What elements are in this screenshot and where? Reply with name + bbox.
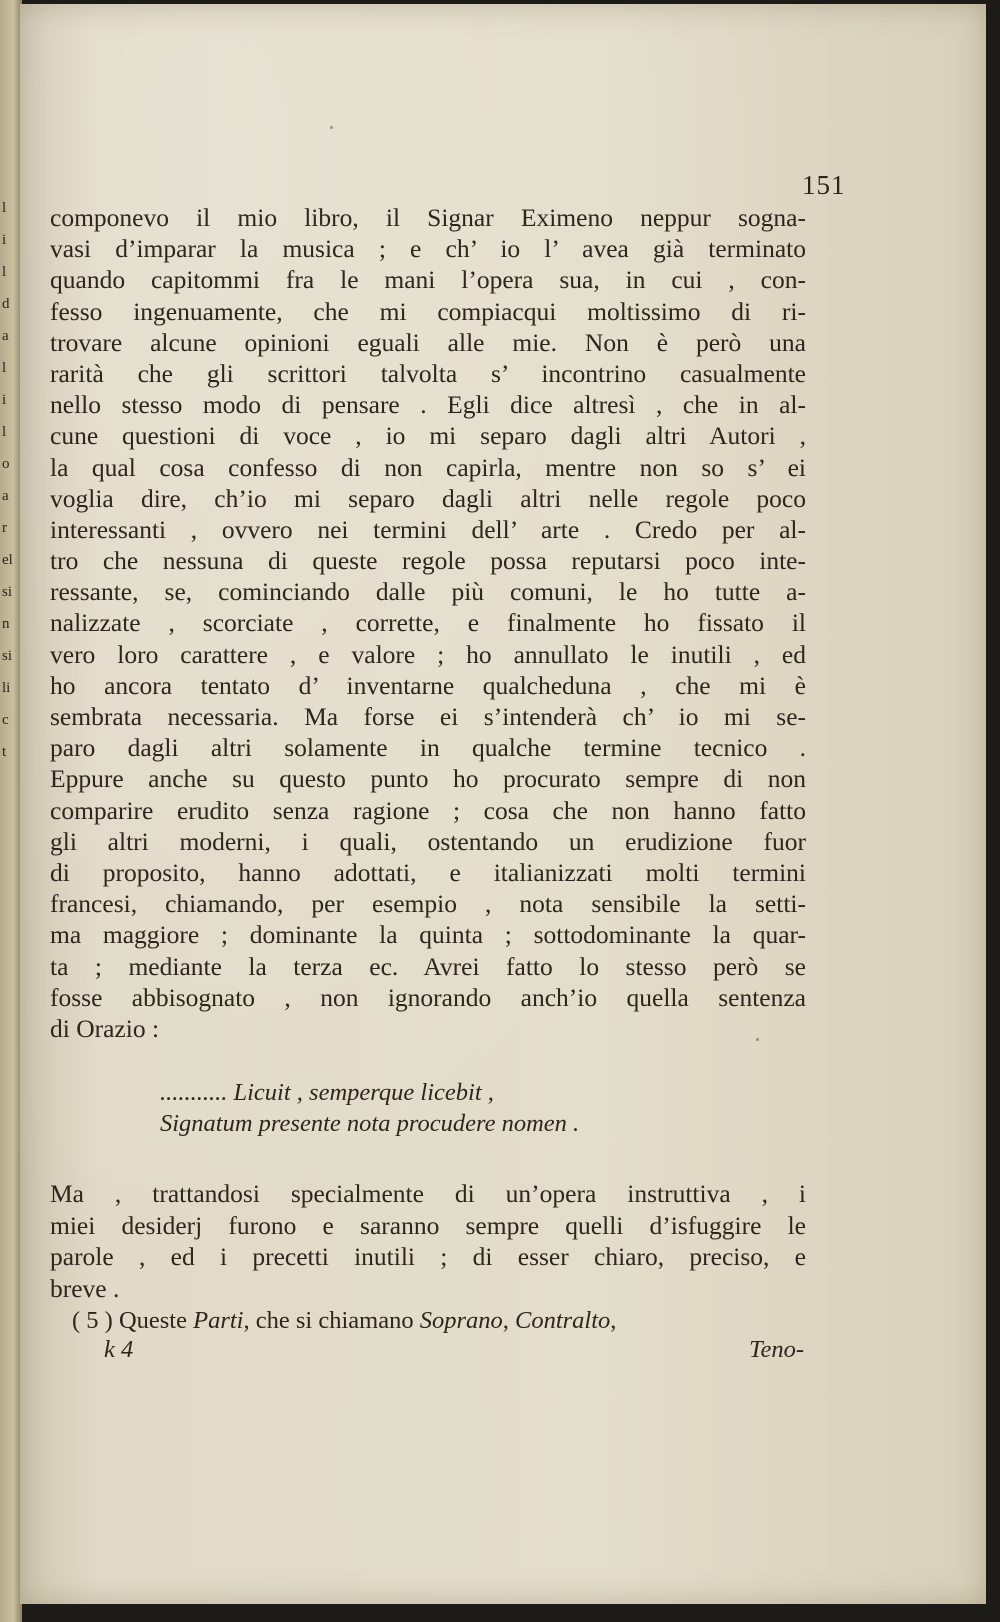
- verse-line: Signatum presente nota procudere nomen .: [160, 1110, 580, 1138]
- main-paragraph: [50, 202, 806, 1044]
- page-number: 151: [802, 170, 846, 200]
- facing-page-glyph: l: [2, 264, 7, 280]
- facing-page-glyph: l: [2, 360, 7, 376]
- facing-page-glyph: d: [2, 296, 10, 312]
- facing-page-glyph: t: [2, 744, 7, 760]
- text-line: quando capitommi fra le mani l’opera sua, in cui , con-: [50, 265, 806, 295]
- text-line: la qual cosa confesso di non capirla, mentre non so s’ ei: [50, 452, 806, 482]
- facing-page-glyph: si: [2, 648, 13, 664]
- text-line: breve .: [50, 1273, 120, 1303]
- footnote-term-parti: Parti: [193, 1307, 244, 1334]
- facing-page-glyph: l: [2, 200, 7, 216]
- facing-page-glyph: i: [2, 232, 7, 248]
- text-line: tro che nessuna di queste regole possa reputarsi poco inte-: [50, 546, 806, 576]
- text-line: parole , ed i precetti inutili ; di esser chiaro, preciso, e: [50, 1242, 806, 1271]
- footnote-mid: , che si chiamano: [243, 1307, 414, 1334]
- catchword: Teno-: [749, 1336, 804, 1363]
- footnote-sep: ,: [502, 1307, 509, 1334]
- facing-page-glyph: n: [2, 616, 10, 632]
- text-line: componevo il mio libro, il Signar Eximeno neppur sogna-: [50, 203, 806, 232]
- text-line: miei desiderj furono e saranno sempre quelli d’isfuggire le: [50, 1210, 806, 1240]
- text-line: ta ; mediante la terza ec. Avrei fatto lo stesso però se: [50, 951, 806, 981]
- facing-page-glyph: c: [2, 712, 9, 728]
- facing-page-glyph: si: [2, 584, 13, 600]
- text-line: di proposito, hanno adottati, e italianizzati molti termini: [50, 857, 806, 887]
- text-line: Ma , trattandosi specialmente di un’opera instruttiva , i: [50, 1179, 806, 1208]
- text-line: fosse abbisognato , non ignorando anch’io quella sentenza: [50, 982, 806, 1012]
- text-line: nello stesso modo di pensare . Egli dice altresì , che in al-: [50, 390, 806, 420]
- text-line: cune questioni di voce , io mi separo dagli altri Autori ,: [50, 421, 806, 451]
- text-line: ho ancora tentato d’ inventarne qualcheduna , che mi è: [50, 670, 806, 700]
- footnote-tail: ,: [610, 1307, 617, 1334]
- text-line: paro dagli altri solamente in qualche termine tecnico .: [50, 733, 806, 763]
- text-line: ressante, se, cominciando dalle più comuni, le ho tutte a-: [50, 577, 806, 607]
- text-line: Eppure anche su questo punto ho procurato sempre di non: [50, 764, 806, 794]
- text-line: francesi, chiamando, per esempio , nota sensibile la setti-: [50, 889, 806, 919]
- paper-speck: [632, 644, 635, 647]
- text-line: vasi d’imparar la musica ; e ch’ io l’ avea già terminato: [50, 234, 806, 264]
- facing-page-glyph: r: [2, 520, 7, 536]
- text-line: nalizzate , scorciate , corrette, e finalmente ho fissato il: [50, 608, 806, 638]
- facing-page-glyph: el: [2, 552, 13, 568]
- text-line: voglia dire, ch’io mi separo dagli altri nelle regole poco: [50, 483, 806, 513]
- signature-mark: k 4: [104, 1336, 134, 1363]
- text-line: interessanti , ovvero nei termini dell’ arte . Credo per al-: [50, 514, 806, 544]
- facing-page-glyph: li: [2, 680, 11, 696]
- text-line: ma maggiore ; dominante la quinta ; sottodominante la quar-: [50, 920, 806, 950]
- second-paragraph: [50, 1178, 806, 1304]
- paper-speck: [756, 1038, 759, 1041]
- footnote-term-contralto: Contralto: [515, 1307, 611, 1334]
- facing-page-glyph: a: [2, 488, 9, 504]
- text-line: comparire erudito senza ragione ; cosa che non hanno fatto: [50, 795, 806, 825]
- text-line: trovare alcune opinioni eguali alle mie. Non è però una: [50, 327, 806, 357]
- facing-page-glyph: a: [2, 328, 9, 344]
- text-line: sembrata necessaria. Ma forse ei s’intenderà ch’ io mi se-: [50, 702, 806, 731]
- page-sheet: [20, 4, 986, 1604]
- text-line: vero loro carattere , e valore ; ho annullato le inutili , ed: [50, 639, 806, 669]
- facing-page-glyph: i: [2, 392, 7, 408]
- facing-page-glyph: o: [2, 456, 10, 472]
- verse-line: ........... Licuit , semperque licebit ,: [160, 1079, 494, 1106]
- footnote: [72, 1306, 806, 1336]
- facing-page-edge: [0, 0, 22, 1622]
- verse-quotation: [160, 1078, 579, 1140]
- text-line: fesso ingenuamente, che mi compiacqui moltissimo di ri-: [50, 296, 806, 326]
- footnote-lead: Queste: [118, 1307, 187, 1334]
- footnote-marker: ( 5 ): [72, 1307, 113, 1334]
- text-line: di Orazio :: [50, 1013, 160, 1043]
- text-line: gli altri moderni, i quali, ostentando un erudizione fuor: [50, 826, 806, 856]
- footnote-term-soprano: Soprano: [419, 1307, 503, 1334]
- text-line: rarità che gli scrittori talvolta s’ incontrino casualmente: [50, 358, 806, 388]
- facing-page-glyph: l: [2, 424, 7, 440]
- paper-speck: [330, 126, 333, 129]
